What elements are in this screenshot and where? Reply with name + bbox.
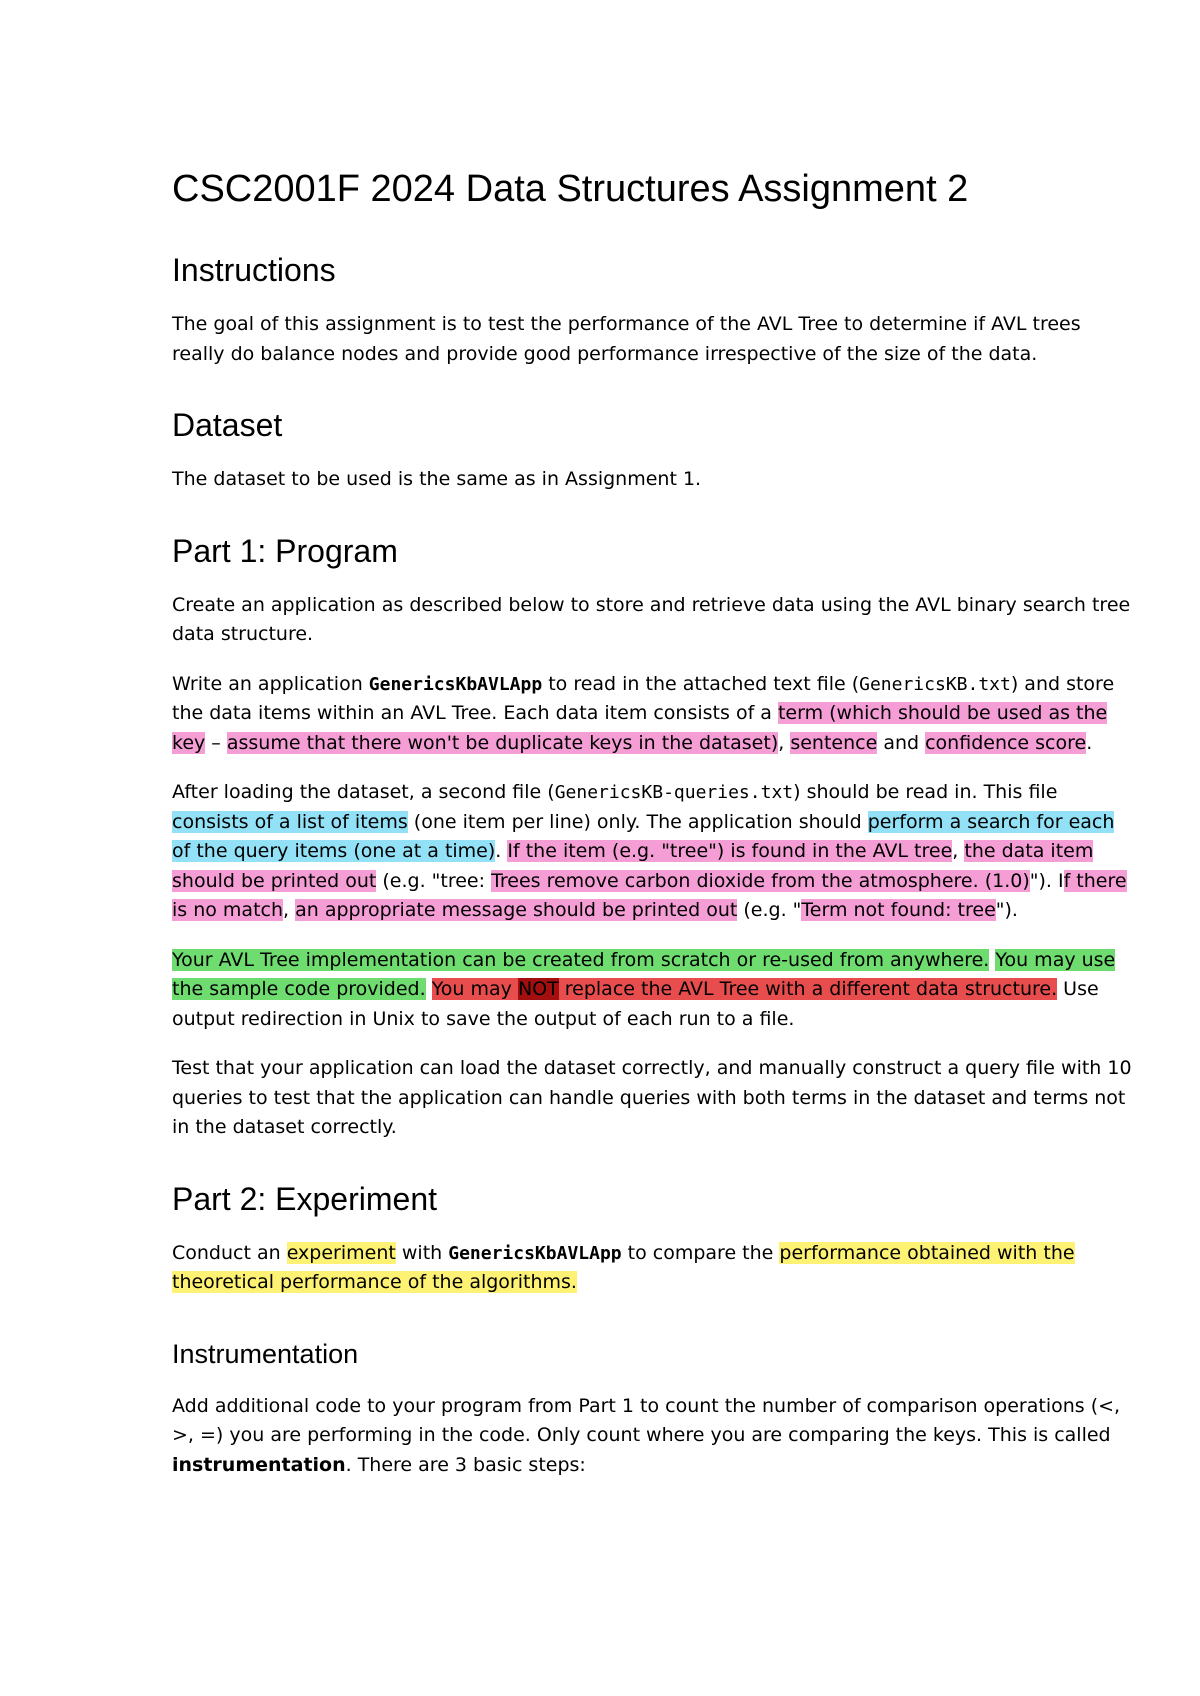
text-run: (one item per line) only. The application should bbox=[407, 810, 868, 833]
highlight-not-found: Term not found: tree bbox=[801, 899, 996, 921]
text-run: , bbox=[283, 899, 296, 921]
text-run: ) and store the data items within an AVL Tree. Each data item consists of a bbox=[172, 672, 1115, 724]
data-file-code: GenericsKB.txt bbox=[859, 673, 1011, 695]
text-run: Use output redirection in Unix to save the output of each run to a file. bbox=[172, 978, 1099, 1030]
highlight-list: consists of a list of items bbox=[172, 810, 408, 833]
instructions-heading: Instructions bbox=[172, 252, 336, 288]
highlight-example: Trees remove carbon dioxide from the atmosphere. (1.0) bbox=[491, 869, 1030, 892]
part1-intro-paragraph: Create an application as described below to store and retrieve data using the AVL binary search tree data structure. bbox=[172, 593, 1131, 645]
text-run: "). bbox=[995, 899, 1018, 921]
highlight-experiment: experiment bbox=[286, 1241, 396, 1264]
highlight-if-item: If the item (e.g. "tree") is found in the AVL tree bbox=[507, 840, 953, 862]
text-run: "). I bbox=[1029, 869, 1064, 892]
part1-query-paragraph bbox=[172, 778, 1132, 926]
highlight-performance: performance obtained with the theoretical performance of the algorithms. bbox=[172, 1241, 1075, 1293]
highlight-sentence: sentence bbox=[790, 731, 878, 754]
text-run: Add additional code to your program from Part 1 to count the number of comparison operations (<, >, =) you are performing in the code. Only count where you are comparing the keys. This is called bbox=[172, 1394, 1121, 1446]
text-run: , bbox=[952, 840, 965, 862]
text-run: , bbox=[778, 731, 791, 754]
highlight-not: NOT bbox=[517, 978, 559, 1000]
part1-implementation-paragraph bbox=[172, 946, 1132, 1035]
instrumentation-paragraph bbox=[172, 1392, 1132, 1481]
text-run: After loading the dataset, a second file ( bbox=[172, 781, 555, 803]
highlight-term: term (which should be used as the key bbox=[172, 702, 1108, 754]
text-run: Conduct an bbox=[172, 1241, 287, 1264]
text-run: to read in the attached text file ( bbox=[542, 672, 860, 695]
text-run: with bbox=[395, 1241, 449, 1264]
instrumentation-heading: Instrumentation bbox=[172, 1338, 359, 1369]
text-run: (e.g. " bbox=[737, 899, 802, 921]
highlight-message: an appropriate message should be printed out bbox=[295, 899, 738, 921]
text-run: (e.g. "tree: bbox=[376, 869, 492, 892]
part1-test-paragraph: Test that your application can load the dataset correctly, and manually construct a query file with 10 queries to test that the application can handle queries with both terms in the dataset and terms not in the dataset correctly. bbox=[172, 1057, 1132, 1138]
text-run: and bbox=[877, 731, 926, 754]
text-run: . bbox=[1086, 731, 1093, 754]
highlight-scratch: Your AVL Tree implementation can be created from scratch or re-used from anywhere. bbox=[172, 948, 990, 971]
instructions-paragraph: The goal of this assignment is to test the performance of the AVL Tree to determine if AVL trees really do balance nodes and provide good performance irrespective of the size of the data. bbox=[172, 313, 1081, 365]
highlight-you-may: You may bbox=[431, 978, 518, 1000]
highlight-confidence: confidence score bbox=[925, 731, 1087, 754]
part1-application-paragraph bbox=[172, 670, 1132, 759]
document-page bbox=[172, 150, 1132, 1500]
part2-paragraph bbox=[172, 1239, 1132, 1298]
part1-heading: Part 1: Program bbox=[172, 532, 398, 569]
app-name-code: GenericsKbAVLApp bbox=[448, 1242, 622, 1264]
text-run: Write an application bbox=[172, 672, 369, 695]
highlight-search: perform a search for each of the query items (one at a time) bbox=[172, 810, 1115, 862]
part2-heading: Part 2: Experiment bbox=[172, 1180, 437, 1217]
highlight-sample-code: You may use the sample code provided. bbox=[172, 948, 1116, 1000]
text-run: – bbox=[205, 731, 227, 754]
text-run: . There are 3 basic steps: bbox=[345, 1453, 586, 1476]
text-run bbox=[426, 978, 432, 1000]
dataset-paragraph: The dataset to be used is the same as in Assignment 1. bbox=[172, 468, 702, 490]
text-run: ) should be read in. This file bbox=[793, 781, 1058, 803]
instrumentation-term: instrumentation bbox=[172, 1453, 346, 1476]
document-title: CSC2001F 2024 Data Structures Assignment 2 bbox=[172, 168, 969, 210]
text-run: to compare the bbox=[621, 1241, 780, 1264]
highlight-assume: assume that there won't be duplicate keys in the dataset) bbox=[226, 731, 779, 754]
text-run: . bbox=[495, 840, 508, 862]
highlight-no-match: f there is no match bbox=[172, 869, 1127, 921]
query-file-code: GenericsKB-queries.txt bbox=[554, 782, 794, 803]
highlight-replace: replace the AVL Tree with a different data structure. bbox=[558, 978, 1058, 1000]
app-name-code: GenericsKbAVLApp bbox=[368, 673, 543, 695]
highlight-printed: the data item should be printed out bbox=[172, 840, 1094, 892]
dataset-heading: Dataset bbox=[172, 407, 283, 443]
